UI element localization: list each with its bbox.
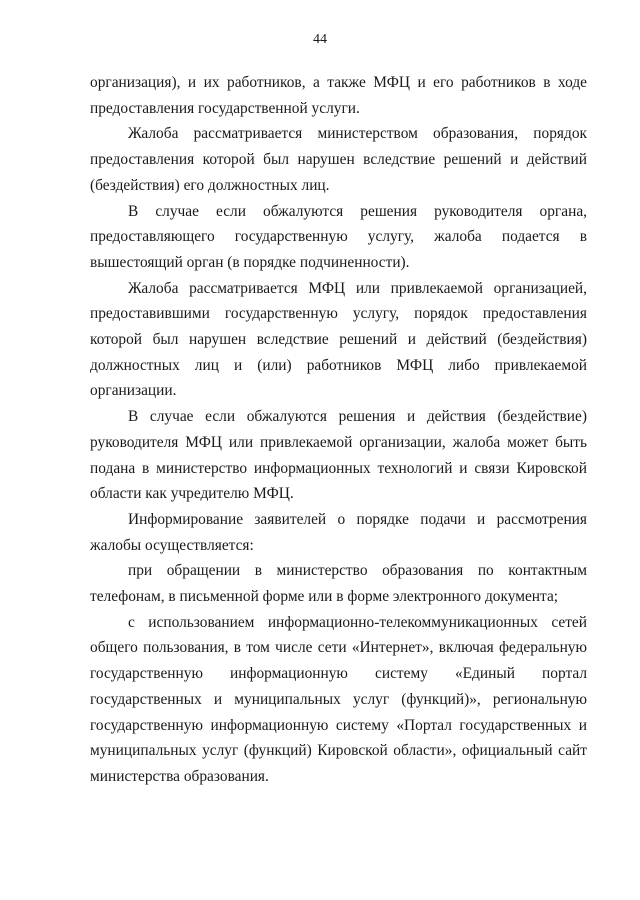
paragraph-by-phone: при обращении в министерство образования по контактным телефонам, в письменной форме или в форме электронного документа;: [90, 562, 587, 606]
paragraph-complaint-ministry: Жалоба рассматривается министерством образования, порядок предоставления которой был нарушен вследствие решений и действий (бездействия) его должностных лиц.: [90, 125, 587, 194]
paragraph-continuation: организация), и их работников, а также МФЦ и его работников в ходе предоставления государственной услуги.: [90, 74, 587, 117]
page-number: 44: [313, 32, 327, 47]
paragraph-informing: Информирование заявителей о порядке подачи и рассмотрения жалобы осуществляется:: [90, 510, 587, 554]
document-body: [90, 70, 587, 790]
paragraph-complaint-mfc: Жалоба рассматривается МФЦ или привлекаемой организацией, предоставившими государственную услугу, порядок предоставления которой был нарушен вследствие решений и действий (бездействия) должностных лиц и (или) работников МФЦ либо привлекаемой организации.: [90, 279, 587, 400]
paragraph-higher-authority: В случае если обжалуются решения руководителя органа, предоставляющего государственную услугу, жалоба подается в вышестоящий орган (в порядке подчиненности).: [90, 202, 587, 271]
paragraph-via-internet: с использованием информационно-телекоммуникационных сетей общего пользования, в том числе сети «Интернет», включая федеральную государственную информационную систему «Единый портал государственных и муниципальных услуг (функций)», региональную государственную информационную систему «Портал государственных и муниципальных услуг (функций) Кировской области», официальный сайт министерства образования.: [90, 613, 587, 785]
paragraph-mfc-head-appeal: В случае если обжалуются решения и действия (бездействие) руководителя МФЦ или привлекаемой организации, жалоба может быть подана в министерство информационных технологий и связи Кировской области как учредителю МФЦ.: [90, 408, 587, 503]
